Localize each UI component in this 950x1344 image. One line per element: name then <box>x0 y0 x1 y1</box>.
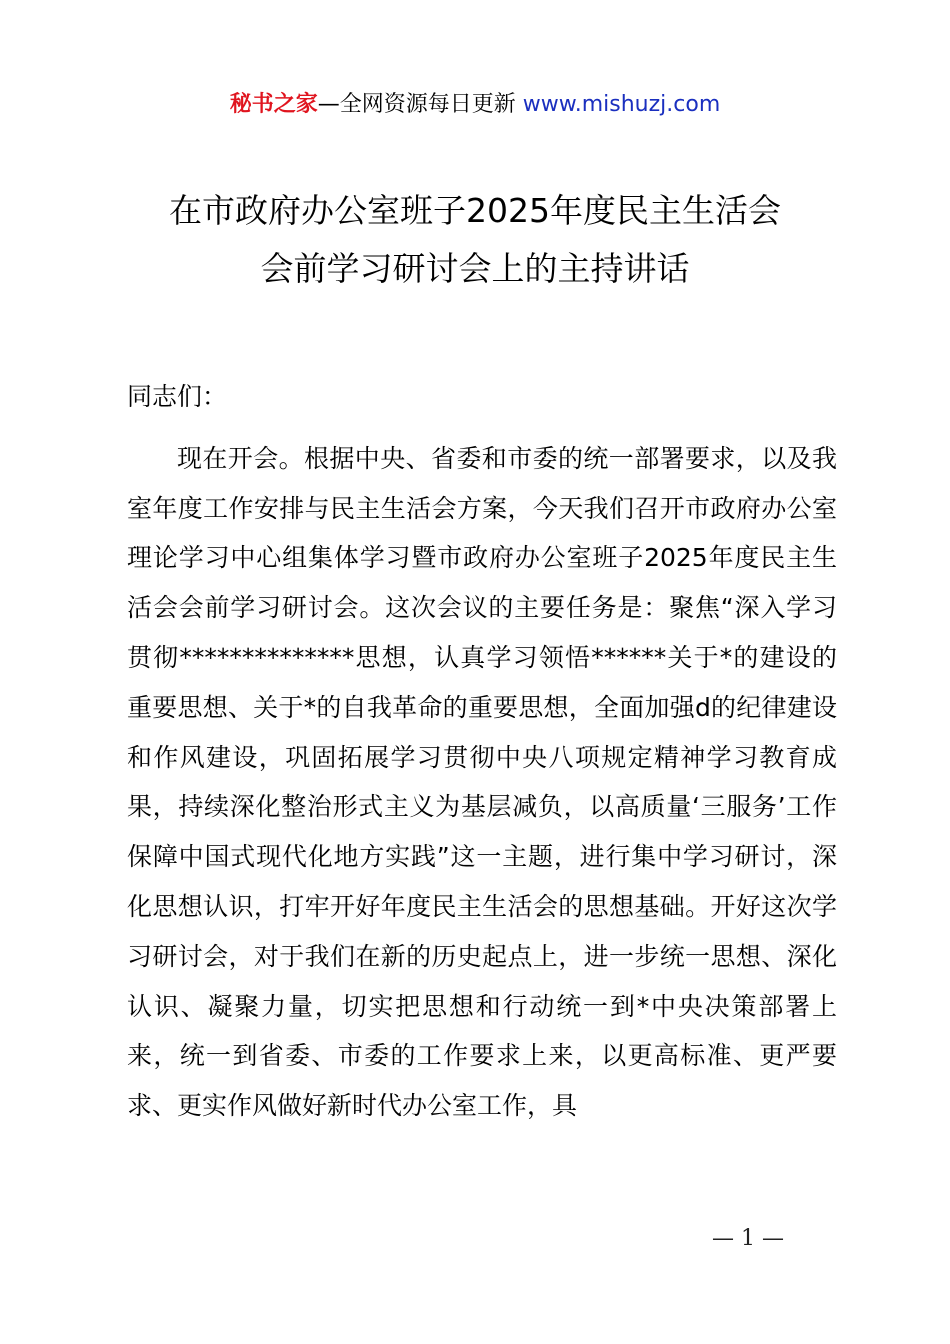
title-line-2: 会前学习研讨会上的主持讲话 <box>260 249 690 288</box>
brand-name: 秘书之家 <box>229 92 318 117</box>
header-tagline: —全网资源每日更新 <box>317 92 516 117</box>
document-body <box>127 372 837 1131</box>
document-title <box>0 182 950 298</box>
page-number: — 1 — <box>712 1226 784 1251</box>
site-header <box>0 88 950 122</box>
site-url[interactable]: www.mishuzj.com <box>522 92 721 117</box>
salutation: 同志们： <box>127 382 228 411</box>
title-line-1: 在市政府办公室班子2025年度民主生活会 <box>169 191 781 230</box>
paragraph: 现在开会。根据中央、省委和市委的统一部署要求，以及我室年度工作安排与民主生活会方案，今天我们召开市政府办公室理论学习中心组集体学习暨市政府办公室班子2025年度民主生活会会前学习研讨会。这次会议的主要任务是：聚焦“深入学习贯彻**************思想，认真学习领悟******关于*的建设的重要思想、关于*的自我革命的重要思想，全面加强d的纪律建设和作风建设，巩固拓展学习贯彻中央八项规定精神学习教育成果，持续深化整治形式主义为基层减负，以高质量‘三服务’工作保障中国式现代化地方实践”这一主题，进行集中学习研讨，深化思想认识，打牢开好年度民主生活会的思想基础。开好这次学习研讨会，对于我们在新的历史起点上，进一步统一思想、深化认识、凝聚力量，切实把思想和行动统一到*中央决策部署上来，统一到省委、市委的工作要求上来，以更高标准、更严要求、更实作风做好新时代办公室工作，具 <box>127 443 837 1121</box>
